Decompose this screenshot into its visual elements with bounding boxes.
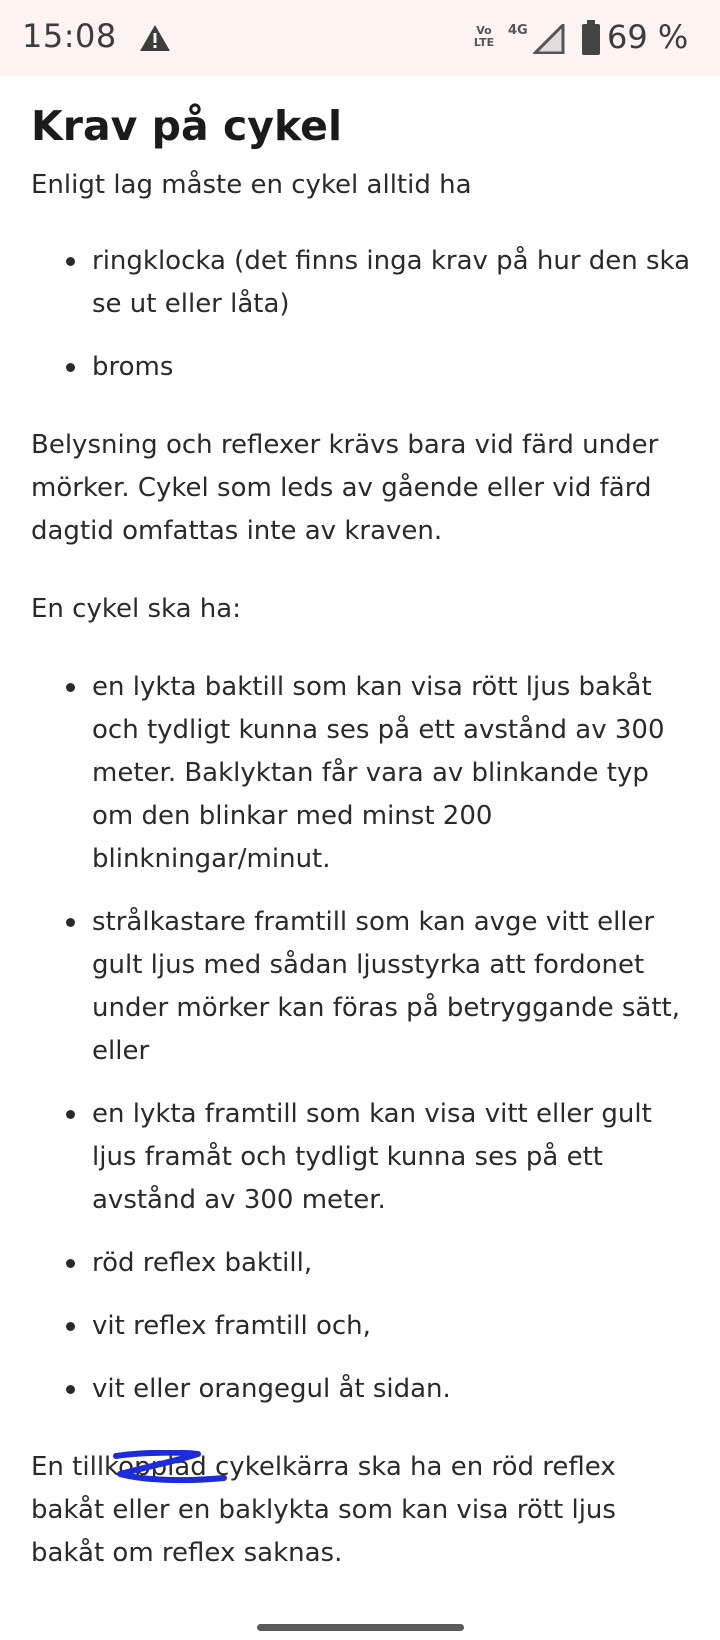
article <box>31 96 691 1575</box>
lighting-paragraph: Belysning och reflexer krävs bara vid färd under mörker. Cykel som leds av gående eller vid färd dagtid omfattas inte av kraven. <box>31 430 659 546</box>
battery-percentage: 69 % <box>607 18 689 56</box>
list-item: en lykta baktill som kan visa rött ljus bakåt och tydligt kunna ses på ett avstånd av 300 meter. Baklyktan får vara av blinkande typ om den blinkar med minst 200 blinkningar/minut. <box>92 666 691 881</box>
volte-icon: Vo LTE <box>473 24 495 49</box>
list-item: broms <box>92 346 691 389</box>
list-item: ringklocka (det finns inga krav på hur den ska se ut eller låta) <box>92 240 691 326</box>
lighting-requirements-list <box>31 666 691 1411</box>
status-time: 15:08 <box>22 17 117 55</box>
list-item: vit eller orangegul åt sidan. <box>92 1368 691 1411</box>
battery-icon <box>581 20 601 56</box>
lighting-intro: En cykel ska ha: <box>31 594 241 624</box>
status-bar <box>0 0 720 76</box>
list-item: strålkastare framtill som kan avge vitt eller gult ljus med sådan ljusstyrka att fordonet under mörker kan föras på betryggande sätt, eller <box>92 901 691 1073</box>
home-indicator[interactable] <box>257 1624 464 1631</box>
handwritten-mark <box>112 1450 230 1490</box>
intro-text: Enligt lag måste en cykel alltid ha <box>31 170 472 200</box>
network-type-icon: 4G <box>508 23 528 38</box>
list-item: en lykta framtill som kan visa vitt eller gult ljus framåt och tydligt kunna ses på ett avstånd av 300 meter. <box>92 1093 691 1222</box>
article-title: Krav på cykel <box>31 102 343 150</box>
basic-requirements-list <box>31 240 691 389</box>
list-item: röd reflex baktill, <box>92 1242 691 1285</box>
signal-icon <box>533 24 565 54</box>
list-item: vit reflex framtill och, <box>92 1305 691 1348</box>
trailer-paragraph: En tillkopplad cykelkärra ska ha en röd reflex bakåt eller en baklykta som kan visa rött ljus bakåt om reflex saknas. <box>31 1452 616 1568</box>
warning-icon <box>139 24 171 52</box>
